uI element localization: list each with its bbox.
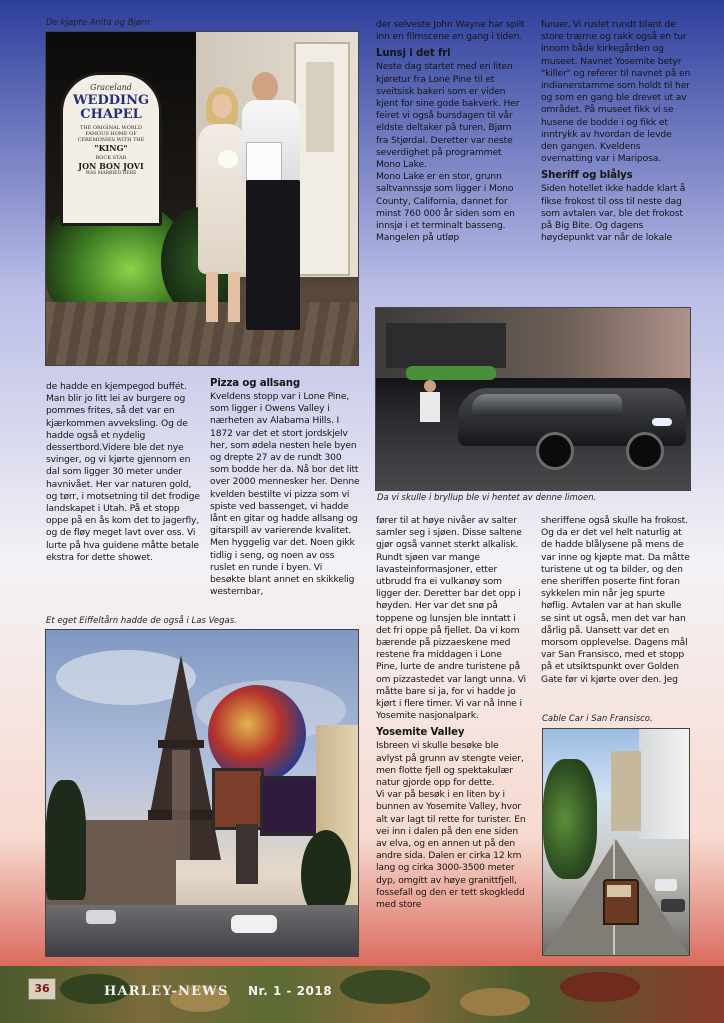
sign-tag: WAS MARRIED HERE xyxy=(85,171,137,176)
article-column-c-bottom xyxy=(376,515,526,911)
paragraph-buffet: de hadde en kjempegod buffét. Man blir jo litt lei av burgere og pommes frites, så det var en kjærkommen avveksling. Og de hadde også et nydelig dessertbord.Videre ble det nye svinger, og vi kjørte gjennom en dal som ligger 30 meter under havnivået. Her var naturen gold, og tørr, i motsetning til det frodige landskapet i Utah. På et stopp oppe på en ås kom det to jagerfly, og de fløy meget lavt over oss. Vi lurte på hva guidene måtte betale ekstra for dette showet. xyxy=(46,381,200,563)
heading-yosemite: Yosemite Valley xyxy=(376,727,465,739)
sign-star-label: ROCK STAR xyxy=(95,155,127,161)
limousine-photo xyxy=(375,307,691,491)
heading-sheriff: Sheriff og blålys xyxy=(541,170,633,182)
article-column-d-bottom xyxy=(541,515,691,686)
sign-line2: CHAPEL xyxy=(80,107,142,122)
paragraph-breakfast: Siden hotellet ikke hadde klart å fikse frokost til oss til neste dag som avtalen var, ble det frokost på Big Bite. Og dagens høydepunkt var når de lokale xyxy=(541,183,686,244)
sign-line1: WEDDING xyxy=(72,93,150,108)
photo-caption-wedding: De kjøpte Anita og Bjørn xyxy=(46,18,151,28)
photo-caption-eiffel: Et eget Eiffeltårn hadde de også i Las Vegas. xyxy=(46,616,237,626)
article-column-b xyxy=(210,377,360,598)
article-column-c-top xyxy=(376,19,526,244)
sign-brand: Graceland xyxy=(90,83,132,92)
paragraph-sheriffs: sheriffene også skulle ha frokost. Og da er det vel helt naturlig at de hadde blålysene på mens de var inne og kjøpte mat. Da måtte turistene ut og ta bilder, og den ene sheriffen poserte fint foran sykkelen min når jeg spurte høflig. Avtalen var at han skulle se sint ut også, men det var han dårlig på. Uansett var det en morsom opplevelse. Dagens mål var San Fransisco, med et stopp på et utsiktspunkt over Golden Gate før vi kjørte over den. Jeg xyxy=(541,515,690,685)
article-column-a xyxy=(46,381,202,564)
paragraph-yosemite-valley: Vi var på besøk i en liten by i bunnen av Yosemite Valley, hvor alt var lagt til rette for turister. En vei inn i dalen på den ene siden av elva, og en annen ut på den andre sida. Dalen er cirka 12 km lang og cirka 3000-3500 meter dyp, omgitt av høye granittfjell, fossefall og den er tett skogkledd med store xyxy=(376,789,526,911)
wedding-chapel-photo xyxy=(45,31,359,366)
heading-pizza: Pizza og allsang xyxy=(210,378,301,389)
eiffel-tower-photo xyxy=(45,629,359,957)
paragraph-salt-lake: fører til at høye nivåer av salter samler seg i sjøen. Disse saltene gjør også vannet sterkt alkalisk. Rundt sjøen var mange lavasteinformasjoner, etter utbrudd fra ei vulkanøy som ligger der. Deretter bar det opp i høyden. Her var det snø på toppene og lunsjen ble inntatt i det fri oppe på fjellet. Da vi kom bærende på pizzaeskene med restene fra middagen i Lone Pine, lurte de andre turistene på om pizzastedet var langt unna. Vi måtte bare si ja, for vi hadde jo kjørt i flere timer. Vi var nå inne i Yosemite nasjonalpark. xyxy=(376,515,526,722)
magazine-logo: HARLEY-NEWS xyxy=(104,984,229,999)
wedding-chapel-sign xyxy=(60,72,162,226)
paragraph-lone-pine: Kveldens stopp var i Lone Pine, som ligger i Owens Valley i nærheten av Alabama Hills. I 1872 var det et stort jordskjelv her, som ødela nesten hele byen og drepte 27 av de rundt 300 som bodde her da. Nå bor det litt over 2000 mennesker her. Denne kvelden bestilte vi pizza som vi spiste ved bassenget, vi hadde lånt en gitar og hadde allsang og gitarspill av varierende kvalitet. Men hyggelig var det. Noen gikk tidlig i seng, og noen av oss ruslet en runde i byen. Vi besøkte blant annet en skikkelig westernbar, xyxy=(210,391,360,598)
cable-car-photo xyxy=(542,728,690,956)
paragraph-mono-lake: Mono Lake er en stor, grunn saltvannssjø som ligger i Mono County, California, dannet for minst 760 000 år siden som en innsjø i et terminalt basseng. Mangelen på utløp xyxy=(376,171,515,244)
sign-king: "KING" xyxy=(94,143,128,153)
paragraph-john-wayne: der selveste John Wayne har spilt inn en filmscene en gang i tiden. xyxy=(376,19,525,43)
issue-label: Nr. 1 - 2018 xyxy=(248,984,333,998)
page-number: 36 xyxy=(28,978,56,1000)
paragraph-bakery: Neste dag startet med en liten kjøretur fra Lone Pine til et sveitsisk bakeri som er viden kjent for sine gode bakverk. Her feiret vi også bursdagen til vår eldste deltaker på turen, Bjørn fra Stjørdal. Deretter var neste severdighet på programmet Mono Lake. xyxy=(376,61,520,171)
paragraph-glacier: Isbreen vi skulle besøke ble avlyst på grunn av stengte veier, men flotte fjell og spektakulær natur gjorde opp for dette. xyxy=(376,740,524,789)
sign-star: JON BON JOVI xyxy=(78,161,144,171)
photo-caption-limo: Da vi skulle i bryllup ble vi hentet av denne limoen. xyxy=(377,493,597,503)
paragraph-yosemite-museum: furuer. Vi ruslet rundt blant de store trærne og rakk også en tur innom både kirkegården og museet. Navnet Yosemite betyr "killer" og referer til navnet på en indianerstamme som holdt til her og som en gang ble drevet ut av området. På museet fikk vi se husene de bodde i og fikk et inntrykk av hvordan de levde den gangen. Kveldens overnatting var i Mariposa. xyxy=(541,19,691,165)
sign-body: THE ORIGINAL WORLD FAMOUS HOME OF CEREMONIES WITH THE xyxy=(77,125,145,143)
heading-lunch: Lunsj i det fri xyxy=(376,48,451,60)
article-column-d-top xyxy=(541,19,691,244)
photo-caption-cable-car: Cable Car i San Fransisco. xyxy=(542,714,653,724)
